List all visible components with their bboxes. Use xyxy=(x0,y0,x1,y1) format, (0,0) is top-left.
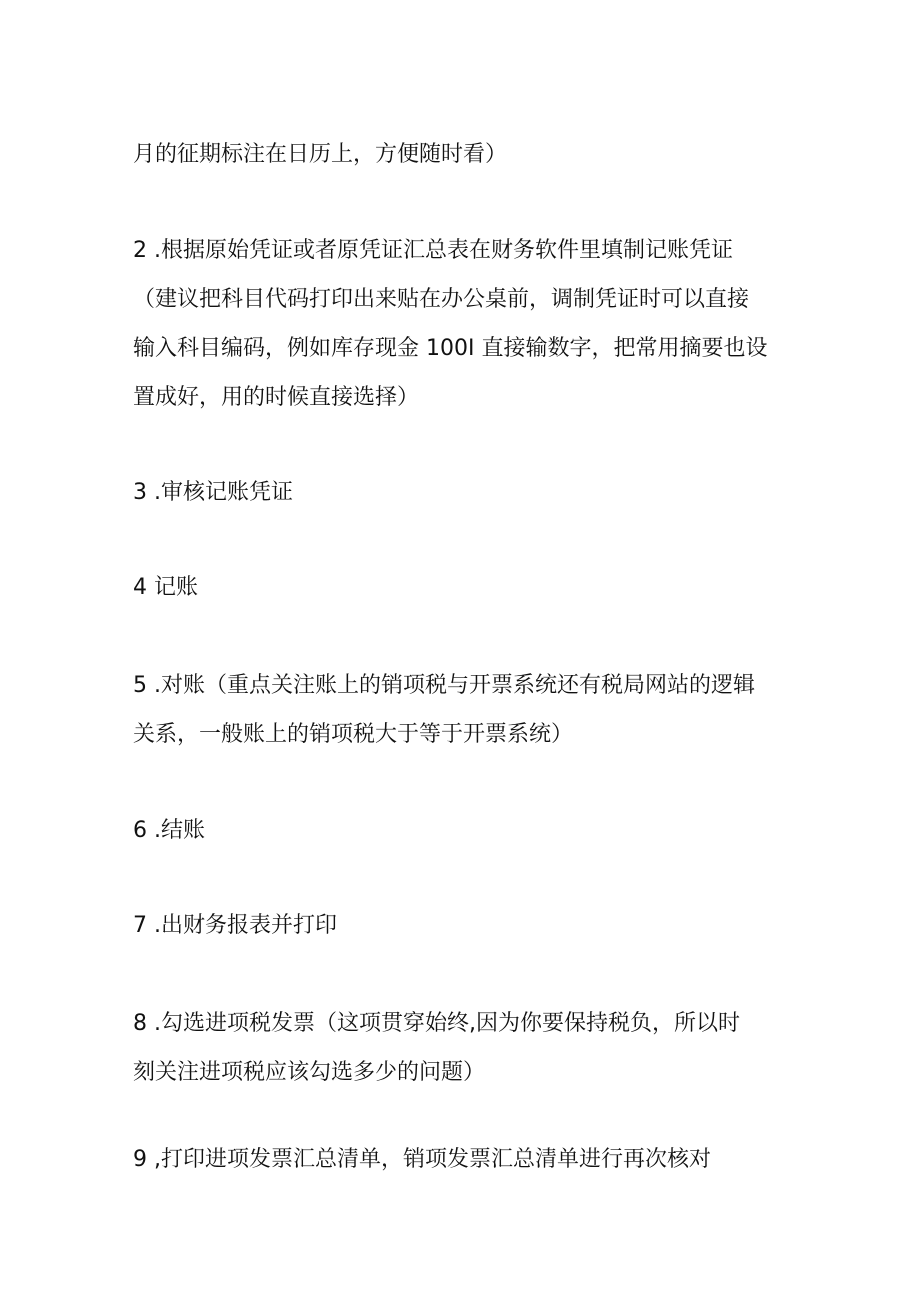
text-line: 置成好，用的时候直接选择） xyxy=(133,385,420,410)
paragraph-step-6 xyxy=(133,806,813,855)
text-line: 9 ,打印进项发票汇总清单，销项发票汇总清单进行再次核对 xyxy=(133,1147,711,1172)
paragraph-step-7 xyxy=(133,901,813,950)
text-line: 输入科目编码，例如库存现金 100I 直接输数字，把常用摘要也设 xyxy=(133,336,768,361)
paragraph-step-8 xyxy=(133,999,813,1097)
paragraph-step-2 xyxy=(133,226,813,422)
text-line: （建议把科目代码打印出来贴在办公桌前，调制凭证时可以直接 xyxy=(133,287,750,312)
paragraph-step-5 xyxy=(133,661,813,759)
text-line: 7 .出财务报表并打印 xyxy=(133,913,337,938)
paragraph-continuation xyxy=(133,130,813,179)
text-line: 3 .审核记账凭证 xyxy=(133,480,293,505)
text-line: 刻关注进项税应该勾选多少的问题） xyxy=(133,1060,486,1085)
text-line: 8 .勾选进项税发票（这项贯穿始终,因为你要保持税负，所以时 xyxy=(133,1011,740,1036)
text-line: 6 .结账 xyxy=(133,818,205,843)
text-line: 2 .根据原始凭证或者原凭证汇总表在财务软件里填制记账凭证 xyxy=(133,238,733,263)
paragraph-step-3 xyxy=(133,468,813,517)
text-line: 关系，一般账上的销项税大于等于开票系统） xyxy=(133,722,574,747)
text-line: 月的征期标注在日历上，方便随时看） xyxy=(133,142,508,167)
text-line: 5 .对账（重点关注账上的销项税与开票系统还有税局网站的逻辑 xyxy=(133,673,755,698)
paragraph-step-9 xyxy=(133,1135,813,1184)
text-line: 4 记账 xyxy=(133,575,198,600)
paragraph-step-4 xyxy=(133,563,813,612)
